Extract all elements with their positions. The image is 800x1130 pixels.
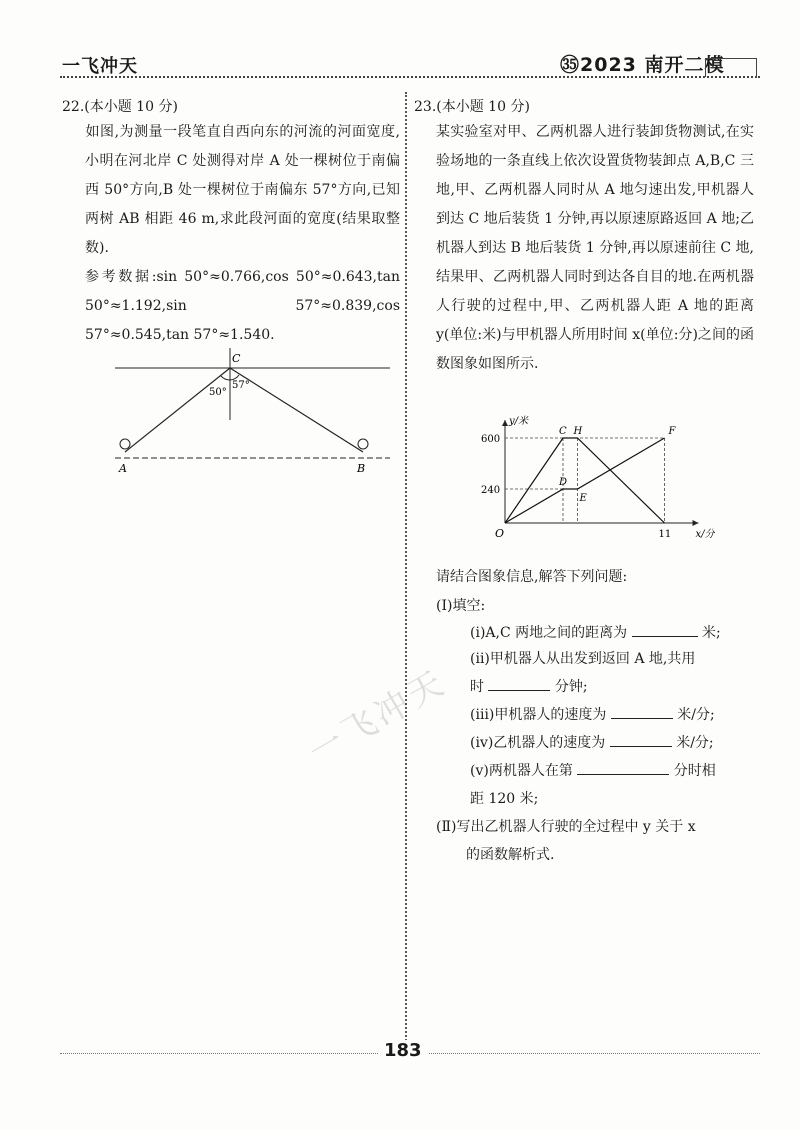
y-axis-arrow (502, 420, 508, 426)
page-number: 183 (378, 1040, 428, 1061)
angle-arc-left (221, 376, 230, 380)
tree-a-icon (120, 439, 130, 449)
label-a: A (119, 462, 127, 475)
line-ca (125, 368, 230, 452)
sub1-unit: 米; (702, 625, 721, 641)
watermark: 一飞冲天 (301, 662, 454, 773)
q23-part2: (Ⅱ)写出乙机器人行驶的全过程中 y 关于 x (436, 819, 696, 835)
q22-figure (105, 340, 405, 480)
q23-body: 某实验室对甲、乙两机器人进行装卸货物测试,在实验场地的一条直线上依次设置货物装卸点 A,B,C 三地,甲、乙两机器人同时从 A 地匀速出发,甲机器人到达 C 地后装货 1 分钟,再以原速原路返回 A 地;乙机器人到达 B 地后装货 1 分钟,再以原速前往 C 地,结果甲、乙两机器人同时到达各自目的地.在两机器人行驶的过程中,甲、乙两机器人距 A 地的距离 y(单位:米)与甲机器人所用时间 x(单位:分)之间的函数图象如图所示. (436, 124, 754, 372)
point-label-d: D (559, 477, 568, 488)
sub5-text: (ⅴ)两机器人在第 (470, 763, 573, 779)
sub2-unit: 分钟; (554, 679, 588, 695)
sub3-unit: 米/分; (677, 707, 715, 723)
angle-57-label: 57° (232, 380, 250, 391)
q23-chart (475, 408, 715, 548)
sub3-text: (ⅲ)甲机器人的速度为 (470, 707, 607, 723)
q23-sub5 (470, 760, 716, 780)
q23-sub5-cont: 距 120 米; (470, 791, 539, 807)
y-axis-label: y/米 (509, 416, 529, 427)
answer-blank-5[interactable] (577, 760, 669, 775)
q23-heading: 23.(本小题 10 分) (414, 99, 530, 115)
column-divider (405, 92, 407, 1052)
q22-body (85, 118, 400, 350)
answer-blank-4[interactable] (610, 732, 672, 747)
exam-title: ㉟2023 南开二模 (560, 54, 725, 76)
q23-sub2: (ⅱ)甲机器人从出发到返回 A 地,共用 (470, 651, 696, 667)
tree-b-icon (358, 439, 368, 449)
point-label-c: C (559, 426, 567, 437)
x-tick-label: 11 (658, 529, 672, 540)
y-tick-label: 240 (481, 485, 501, 496)
x-axis-label: x/分 (695, 529, 715, 540)
q23-prompt: 请结合图象信息,解答下列问题: (436, 569, 628, 585)
answer-blank-1[interactable] (632, 622, 698, 637)
header-corner-box (705, 58, 757, 77)
point-label-f: F (668, 426, 676, 437)
x-axis-arrow (693, 520, 699, 526)
point-label-h: H (573, 426, 583, 437)
book-title: 一飞冲天 (62, 56, 138, 77)
line-cb (230, 368, 363, 452)
series-line-jia (505, 438, 665, 523)
label-c: C (232, 352, 241, 365)
q23-part1: (Ⅰ)填空: (436, 598, 486, 614)
angle-50-label: 50° (209, 387, 227, 398)
q23-sub2-cont (470, 676, 588, 696)
q23-part2-cont: 的函数解析式. (466, 847, 555, 863)
q23-sub1 (470, 622, 721, 642)
sub4-text: (ⅳ)乙机器人的速度为 (470, 735, 606, 751)
point-label-e: E (579, 493, 587, 504)
header-divider (60, 76, 760, 78)
label-b: B (357, 462, 366, 475)
answer-blank-2[interactable] (488, 676, 550, 691)
q22-heading: 22.(本小题 10 分) (62, 99, 178, 115)
q23-sub3 (470, 704, 715, 724)
y-tick-label: 600 (481, 434, 501, 445)
sub5-unit: 分时相 (673, 763, 716, 779)
sub2-mid: 时 (470, 679, 484, 695)
q23-sub4 (470, 732, 714, 752)
series-line-yi (505, 438, 665, 523)
answer-blank-3[interactable] (611, 704, 673, 719)
origin-label: O (495, 527, 505, 540)
q22-reference: 参考数据:sin 50°≈0.766,cos 50°≈0.643,tan 50°≈1.192,sin 57°≈0.839,cos 57°≈0.545,tan 57°≈1.540. (85, 269, 400, 343)
sub4-unit: 米/分; (676, 735, 714, 751)
sub1-text: (ⅰ)A,C 两地之间的距离为 (470, 625, 628, 641)
q22-text: 如图,为测量一段笔直自西向东的河流的河面宽度,小明在河北岸 C 处测得对岸 A 处一棵树位于南偏西 50°方向,B 处一棵树位于南偏东 57°方向,已知两树 AB 相距 46 m,求此段河面的宽度(结果取整数). (85, 124, 400, 256)
